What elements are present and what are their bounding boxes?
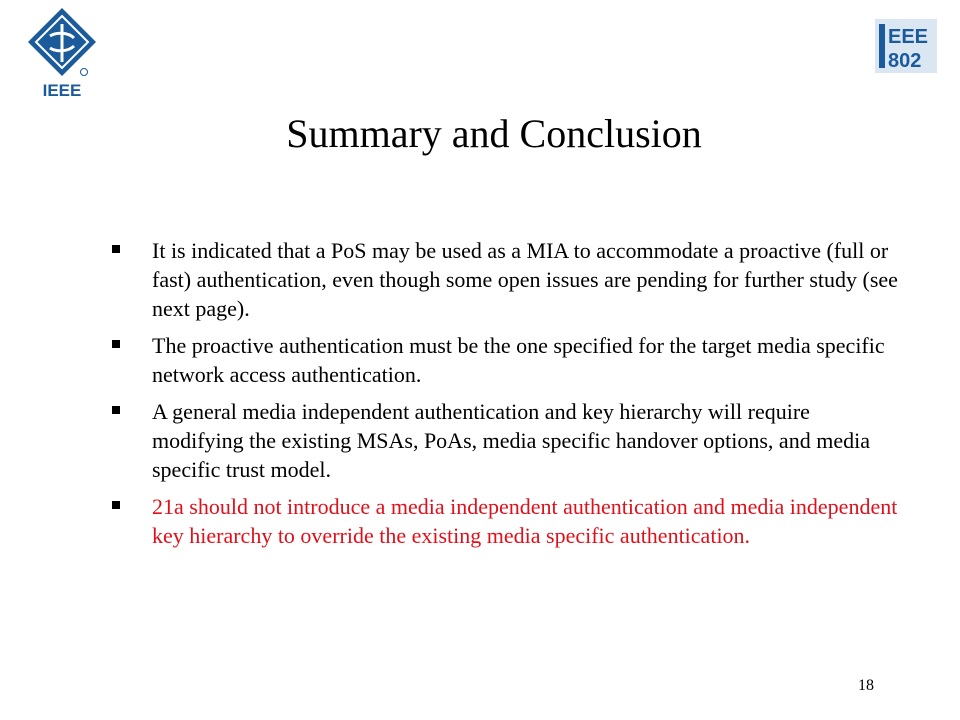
ieee802-logo-top-text: EEE — [888, 26, 929, 48]
bullet-text: It is indicated that a PoS may be used as a MIA to accommodate a proactive (full or fast) authentication, even though some open issues are pending for further study (see next page). — [152, 238, 898, 321]
bullet-text: The proactive authentication must be the one specified for the target media specific network access authentication. — [152, 333, 885, 387]
ieee-logo — [22, 6, 118, 100]
bullet-item — [104, 331, 904, 389]
bullet-square-icon — [112, 340, 120, 348]
ieee802-logo-bar — [879, 24, 885, 68]
bullet-text: A general media independent authentication and key hierarchy will require modifying the existing MSAs, PoAs, media specific handover options, and media specific trust model. — [152, 399, 870, 482]
bullet-list — [104, 236, 904, 558]
ieee-logo-text: IEEE — [42, 81, 82, 100]
bullet-text-highlighted: 21a should not introduce a media independent authentication and media independent key hierarchy to override the existing media specific authentication. — [152, 494, 898, 548]
ieee802-logo — [874, 18, 938, 74]
bullet-item — [104, 236, 904, 323]
page-number: 18 — [858, 677, 874, 694]
bullet-square-icon — [112, 501, 120, 509]
bullet-item-highlighted — [104, 492, 904, 550]
ieee802-logo-icon — [874, 18, 938, 74]
registered-mark-icon — [81, 69, 88, 76]
slide-title: Summary and Conclusion — [286, 111, 702, 156]
bullet-square-icon — [112, 406, 120, 414]
bullet-item — [104, 397, 904, 484]
bullet-square-icon — [112, 245, 120, 253]
ieee802-logo-bottom-text: 802 — [888, 50, 922, 72]
ieee-diamond-logo-icon — [22, 6, 118, 100]
